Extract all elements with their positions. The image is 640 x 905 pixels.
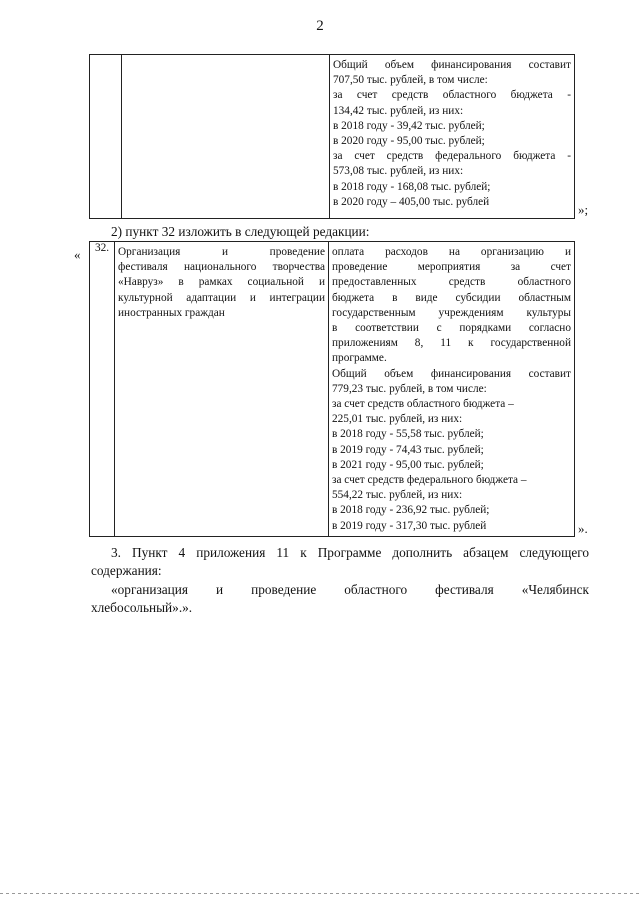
page-number: 2 <box>316 18 324 34</box>
table1-line: Общий объем финансирования составит <box>333 59 571 71</box>
table1-line: 573,08 тыс. рублей, из них: <box>333 165 464 178</box>
paragraph-3-line-4: хлебосольный».». <box>91 600 193 615</box>
table2-line: в соответствии с порядками согласно <box>332 322 571 335</box>
paragraph-3-line-1: 3. Пункт 4 приложения 11 к Программе дополнить абзацем следующего <box>111 545 589 560</box>
table2-closing-quote: ». <box>578 521 588 536</box>
table2-line: проведение мероприятия за счет <box>332 261 571 274</box>
paragraph-2: 2) пункт 32 изложить в следующей редакции: <box>111 224 370 239</box>
table1-description-cell <box>330 55 575 219</box>
table2-line: за счет средств областного бюджета – <box>332 398 514 411</box>
financing-table-row-32 <box>89 241 575 537</box>
table2-name-line: Организация и проведение <box>118 246 325 258</box>
table2-line: в 2018 году - 236,92 тыс. рублей; <box>332 504 490 517</box>
table1-line: в 2020 году - 95,00 тыс. рублей; <box>333 135 485 148</box>
paragraph-3-line-2: содержания: <box>91 563 162 578</box>
table1-name-cell <box>122 55 330 219</box>
table2-opening-quote: « <box>74 247 81 262</box>
table2-name-line: «Навруз» в рамках социальной и <box>118 276 325 289</box>
table2-number-cell <box>90 242 115 537</box>
table1-closing-quote: »; <box>578 202 589 217</box>
table2-line: приложениям 8, 11 к государственной <box>332 337 571 350</box>
footer-dashed-line <box>0 893 640 894</box>
row-number: 32. <box>94 242 110 254</box>
table1-line: за счет средств областного бюджета - <box>333 89 571 102</box>
table2-line: в 2018 году - 55,58 тыс. рублей; <box>332 428 484 441</box>
table2-name-line: фестиваля национального творчества <box>118 261 325 274</box>
table2-name-cell <box>115 242 329 537</box>
table2-line: за счет средств федерального бюджета – <box>332 474 527 487</box>
table2-line: в 2019 году - 74,43 тыс. рублей; <box>332 443 484 456</box>
table1-line: 134,42 тыс. рублей, из них: <box>333 104 464 117</box>
table2-name-line: иностранных граждан <box>118 306 225 319</box>
table2-line: оплата расходов на организацию и <box>332 246 571 258</box>
financing-table-continuation <box>89 54 575 219</box>
table1-line: в 2020 году – 405,00 тыс. рублей <box>333 195 490 208</box>
table2-line: в 2021 году - 95,00 тыс. рублей; <box>332 458 484 471</box>
table2-line: 779,23 тыс. рублей, в том числе: <box>332 382 487 395</box>
table1-line: в 2018 году - 39,42 тыс. рублей; <box>333 119 485 132</box>
table2-line: программе. <box>332 352 387 365</box>
table2-line: государственным учреждениям культуры <box>332 306 571 319</box>
table2-description-cell <box>329 242 575 537</box>
table1-line: за счет средств федерального бюджета - <box>333 150 571 163</box>
table2-line: Общий объем финансирования составит <box>332 367 571 380</box>
table2-line: бюджета в виде субсидии областным <box>332 291 571 304</box>
table2-line: предоставленных средств областного <box>332 276 571 289</box>
paragraph-3-line-3: «организация и проведение областного фестиваля «Челябинск <box>111 582 589 597</box>
table1-line: в 2018 году - 168,08 тыс. рублей; <box>333 180 491 193</box>
table2-line: 225,01 тыс. рублей, из них: <box>332 413 463 426</box>
table1-line: 707,50 тыс. рублей, в том числе: <box>333 74 488 87</box>
table2-name-line: культурной адаптации и интеграции <box>118 291 325 304</box>
table2-line: в 2019 году - 317,30 тыс. рублей <box>332 519 487 532</box>
table1-number-cell <box>90 55 122 219</box>
table2-line: 554,22 тыс. рублей, из них: <box>332 489 463 502</box>
